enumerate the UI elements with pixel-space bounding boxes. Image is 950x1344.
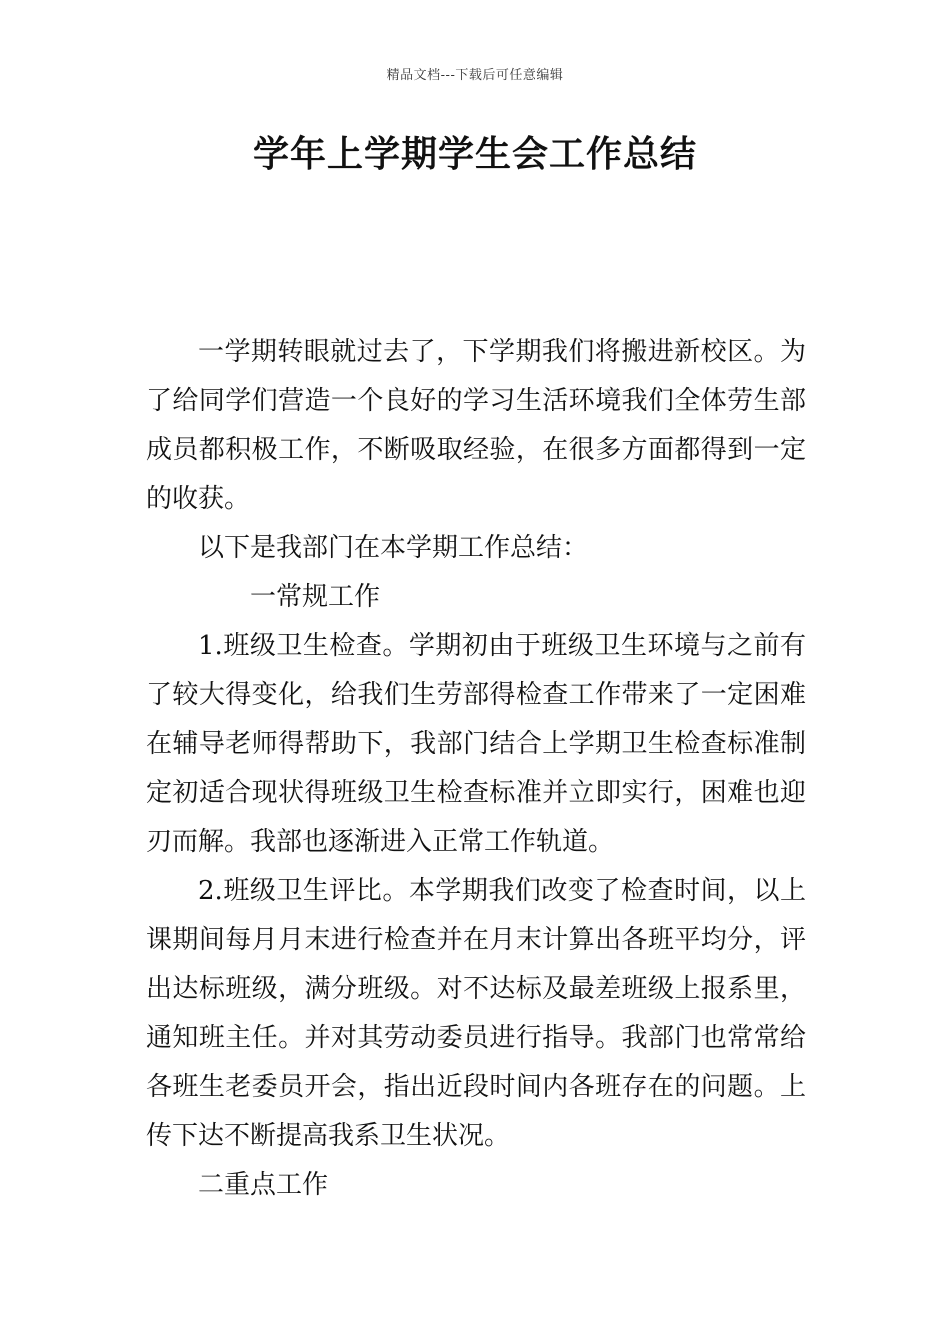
document-body — [146, 328, 806, 1210]
section-heading-key-work: 二重点工作 — [198, 1170, 329, 1200]
paragraph-class-hygiene-inspection: 1.班级卫生检查。学期初由于班级卫生环境与之前有了较大得变化，给我们生劳部得检查工作带来了一定困难在辅导老师得帮助下，我部门结合上学期卫生检查标准制定初适合现状得班级卫生检查标准并立即实行，困难也迎刃而解。我部也逐渐进入正常工作轨道。 — [146, 631, 806, 857]
paragraph-summary-lead: 以下是我部门在本学期工作总结： — [198, 533, 589, 563]
page-header-note: 精品文档---下载后可任意编辑 — [386, 68, 564, 83]
paragraph-class-hygiene-evaluation: 2.班级卫生评比。本学期我们改变了检查时间，以上课期间每月月末进行检查并在月末计算出各班平均分，评出达标班级，满分班级。对不达标及最差班级上报系里，通知班主任。并对其劳动委员进行指导。我部门也常常给各班生老委员开会，指出近段时间内各班存在的问题。上传下达不断提高我系卫生状况。 — [146, 876, 806, 1151]
paragraph-intro: 一学期转眼就过去了，下学期我们将搬进新校区。为了给同学们营造一个良好的学习生活环境我们全体劳生部成员都积极工作，不断吸取经验，在很多方面都得到一定的收获。 — [146, 337, 806, 514]
section-heading-routine-work: 一常规工作 — [250, 582, 381, 612]
document-title: 学年上学期学生会工作总结 — [252, 134, 697, 175]
